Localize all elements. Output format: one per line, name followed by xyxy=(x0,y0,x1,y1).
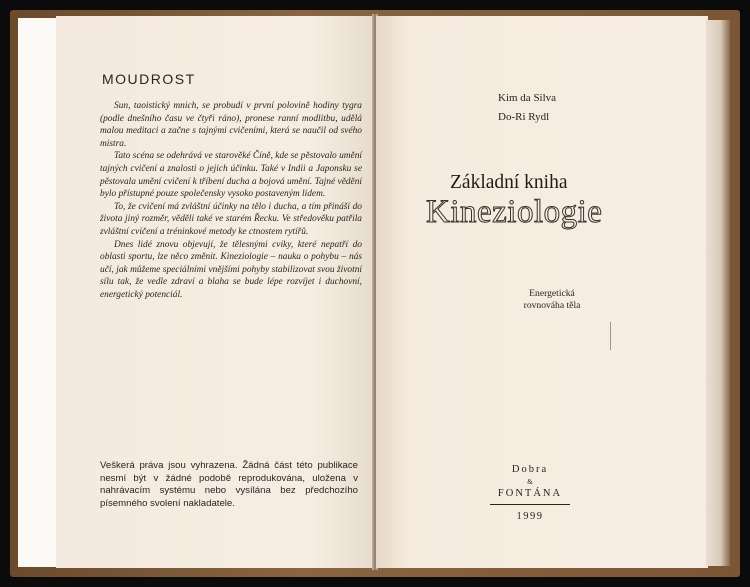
background-strip xyxy=(18,18,58,567)
section-title: MOUDROST xyxy=(102,71,196,87)
publisher-rule xyxy=(490,504,570,505)
publisher-line2: FONTÁNA xyxy=(497,488,563,499)
rights-notice: Veškerá práva jsou vyhrazena. Žádná část této publikace nesmí být v žádné podobě reprodukována, uložena v nahrávacím systému nebo vysílána bez předchozího písemného svolení nakladatele. xyxy=(100,460,358,509)
paragraph-2: Tato scéna se odehrává ve starověké Číně, kde se pěstovalo umění tajných cvičení a znalosti o jejich účinku. Také v Indii a Japonsku se pěstovala umění cvičení k tříbení ducha a bojová umění. Tajné vědění bylo přístupné pouze společensky vysoko postaveným lidem. xyxy=(100,151,362,200)
subtitle-line1: Energetická xyxy=(529,288,575,299)
book-title-line1: Základní kniha xyxy=(450,172,568,193)
book-title-line2: Kineziologie xyxy=(426,194,603,230)
author-1: Kim da Silva xyxy=(498,92,557,104)
publisher-line1: Dobra xyxy=(511,464,549,475)
paragraph-1: Sun, taoistický mnich, se probudí v první polovině hodiny tygra (podle dnešního času ve čtyři ráno), pronese ranní modlitbu, udělá malou meditaci a začne s tajnými cvičeními, která se naučil od svého mistra. xyxy=(100,101,362,149)
paragraph-4: Dnes lidé znovu objevují, že tělesnými cviky, které nepatří do oblasti sportu, lze něco změnit. Kineziologie – nauka o pohybu – nás učí, jak můžeme speciálními vnějšími pohyby stabilizovat svou životní sílu tak, že vedle zdraví a blaha se bude lépe rozvíjet i duchovní, energetický potenciál. xyxy=(100,239,362,300)
left-page xyxy=(56,16,374,568)
subtitle-line2: rovnováha těla xyxy=(523,300,581,311)
book-subtitle xyxy=(482,288,622,312)
paragraph-3: To, že cvičení má zvláštní účinky na tělo i ducha, a tím přináší do života jiný rozměr, věděli také ve starém Řecku. Ve středověku patřila zvláštní cvičení a tréninkové metody ke ctnostem rytířů. xyxy=(100,201,362,237)
publisher-block xyxy=(484,463,576,524)
author-2: Do-Ri Rydl xyxy=(498,111,550,123)
publication-year: 1999 xyxy=(516,511,544,522)
right-page xyxy=(376,16,708,568)
body-text xyxy=(100,100,362,302)
page-edges xyxy=(706,20,730,566)
page-mark xyxy=(610,322,611,350)
publisher-ampersand: & xyxy=(527,478,533,486)
authors xyxy=(498,89,556,127)
